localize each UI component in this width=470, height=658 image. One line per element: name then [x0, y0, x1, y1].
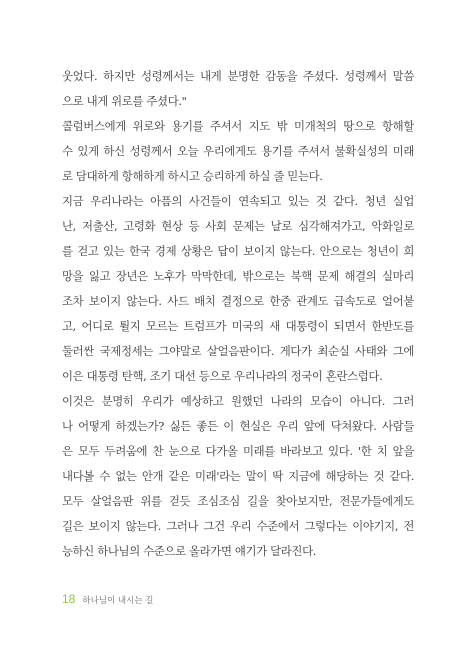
text-line: 이것은 분명히 우리가 예상하고 원했던 나라의 모습이 아니다. 그러: [62, 394, 414, 408]
text-line: 모두 살얼음판 위를 걷듯 조심조심 길을 찾아보지만, 전문가들에게도: [62, 494, 414, 508]
text-line: 으로 내게 위로를 주셨다.": [62, 94, 187, 108]
text-line: 망을 잃고 장년은 노후가 막막한데, 밖으로는 북핵 문제 해결의 실마리: [62, 269, 414, 283]
text-line: 조차 보이지 않는다. 사드 배치 결정으로 한중 관계도 급속도로 얼어붙: [62, 294, 414, 308]
text-line: 고, 어디로 튈지 모르는 트럼프가 미국의 새 대통령이 되면서 한반도를: [62, 319, 414, 333]
text-line: 둘러싼 국제정세는 그야말로 살얼음판이다. 게다가 최순실 사태와 그에: [62, 344, 414, 358]
page-number: 18: [62, 592, 76, 606]
text-line: 로 담대하게 항해하게 하시고 승리하게 하실 줄 믿는다.: [62, 169, 323, 183]
text-line: 길은 보이지 않는다. 그러나 그건 우리 수준에서 그렇다는 이야기지, 전: [62, 519, 414, 533]
text-line: 지금 우리나라는 아픔의 사건들이 연속되고 있는 것 같다. 청년 실업: [62, 194, 414, 208]
page-footer: [62, 592, 153, 606]
text-line: 나 어떻게 하겠는가? 싫든 좋든 이 현실은 우리 앞에 닥쳐왔다. 사람들: [62, 419, 414, 433]
text-line: 웃었다. 하지만 성령께서는 내게 분명한 감동을 주셨다. 성령께서 말씀: [62, 69, 414, 83]
text-line: 내다볼 수 없는 안개 같은 미래'라는 말이 딱 지금에 해당하는 것 같다.: [62, 469, 414, 483]
text-line: 이은 대통령 탄핵, 조기 대선 등으로 우리나라의 정국이 혼란스럽다.: [62, 369, 383, 383]
text-line: 난, 저출산, 고령화 현상 등 사회 문제는 날로 심각해져가고, 악화일로: [62, 219, 414, 233]
text-line: 은 모두 두려움에 찬 눈으로 다가올 미래를 바라보고 있다. '한 치 앞을: [62, 444, 414, 458]
text-line: 를 걷고 있는 한국 경제 상황은 답이 보이지 않는다. 안으로는 청년이 희: [62, 244, 414, 258]
text-line: 능하신 하나님의 수준으로 올라가면 얘기가 달라진다.: [62, 544, 316, 558]
body-text: [62, 64, 414, 564]
text-line: 수 있게 하신 성령께서 오늘 우리에게도 용기를 주셔서 불확실성의 미래: [62, 144, 414, 158]
running-title: 하나님이 내시는 길: [82, 596, 154, 606]
text-line: 콜럼버스에게 위로와 용기를 주셔서 지도 밖 미개척의 땅으로 항해할: [62, 119, 414, 133]
